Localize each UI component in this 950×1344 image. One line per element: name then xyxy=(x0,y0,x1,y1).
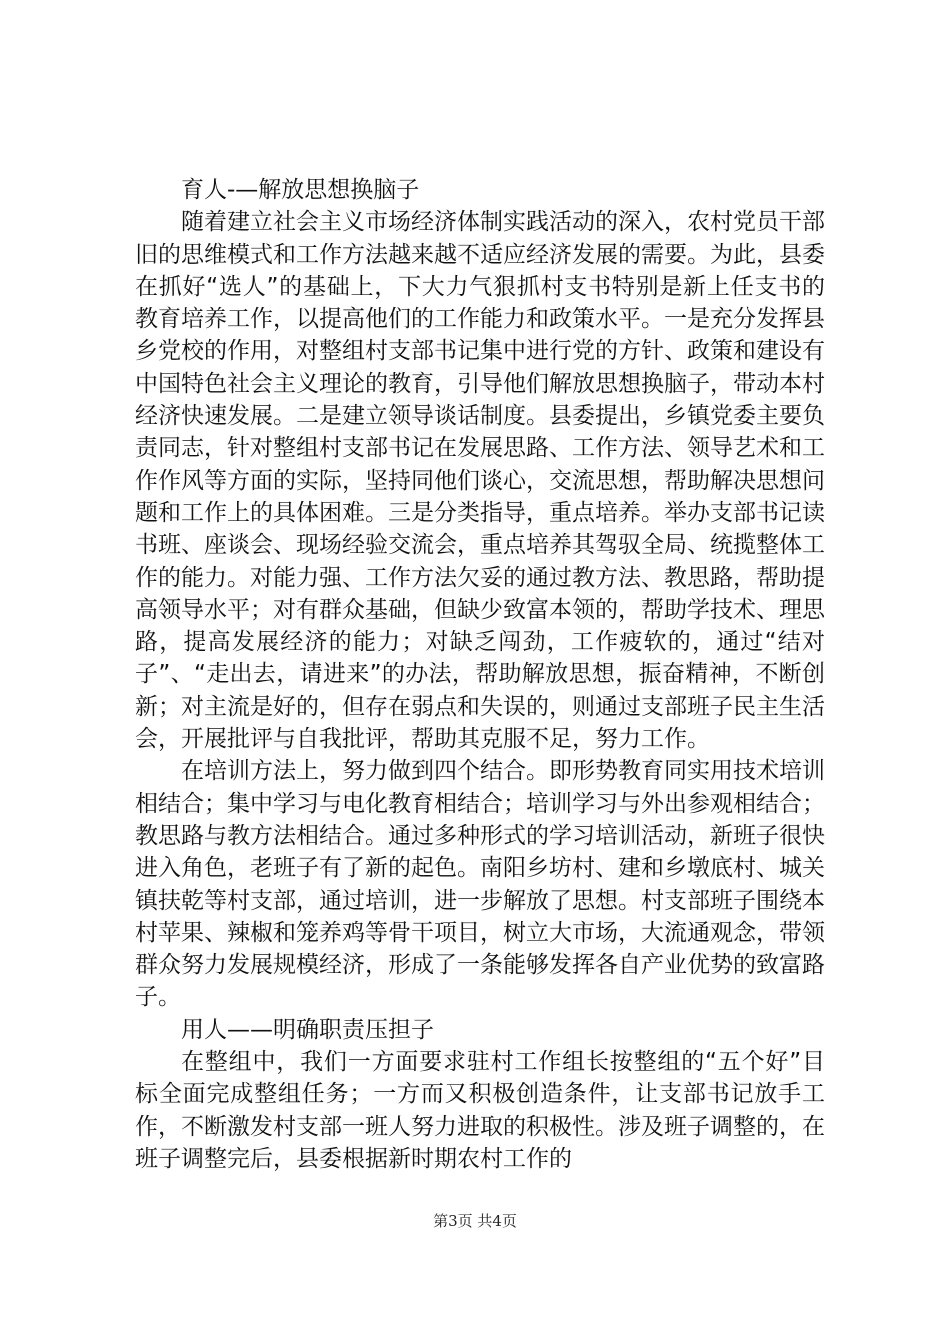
paragraph-training-methods: 在培训方法上，努力做到四个结合。即形势教育同实用技术培训相结合；集中学习与电化教育相结合；培训学习与外出参观相结合；教思路与教方法相结合。通过多种形式的学习培训活动，新班子很快进入角色，老班子有了新的起色。南阳乡坊村、建和乡墩底村、城关镇扶乾等村支部，通过培训，进一步解放了思想。村支部班子围绕本村苹果、辣椒和笼养鸡等骨干项目，树立大市场，大流通观念，带领群众努力发展规模经济，形成了一条能够发挥各自产业优势的致富路子。 xyxy=(135,758,825,1011)
paragraph-responsibility: 在整组中，我们一方面要求驻村工作组长按整组的“五个好”目标全面完成整组任务；一方而又积极创造条件，让支部书记放手工作，不断激发村支部一班人努力进取的积极性。涉及班子调整的，在班子调整完后，县委根据新时期农村工作的 xyxy=(135,1049,825,1172)
section-heading-education: 育人-—解放思想换脑子 xyxy=(181,177,420,203)
paragraph-education: 随着建立社会主义市场经济体制实践活动的深入，农村党员干部旧的思维模式和工作方法越来越不适应经济发展的需要。为此，县委在抓好“选人”的基础上，下大力气狠抓村支书特别是新上任支书的教育培养工作，以提高他们的工作能力和政策水平。一是充分发挥县乡党校的作用，对整组村支部书记集中进行党的方针、政策和建设有中国特色社会主义理论的教育，引导他们解放思想换脑子，带动本村经济快速发展。二是建立领导谈话制度。县委提出，乡镇党委主要负责同志，针对整组村支部书记在发展思路、工作方法、领导艺术和工作作风等方面的实际，坚持同他们谈心，交流思想，帮助解决思想问题和工作上的具体困难。三是分类指导，重点培养。举办支部书记读书班、座谈会、现场经验交流会，重点培养其驾驭全局、统揽整体工作的能力。对能力强、工作方法欠妥的通过教方法、教思路，帮助提高领导水平；对有群众基础，但缺少致富本领的，帮助学技术、理思路，提高发展经济的能力；对缺乏闯劲，工作疲软的，通过“结对子”、“走出去，请进来”的办法，帮助解放思想，振奋精神，不断创新；对主流是好的，但存在弱点和失误的，则通过支部班子民主生活会，开展批评与自我批评，帮助其克服不足，努力工作。 xyxy=(135,209,825,753)
page-footer: 第3页 共4页 xyxy=(433,1212,517,1230)
section-heading-employment: 用人——明确职责压担子 xyxy=(181,1016,434,1043)
document-body xyxy=(135,174,825,1175)
